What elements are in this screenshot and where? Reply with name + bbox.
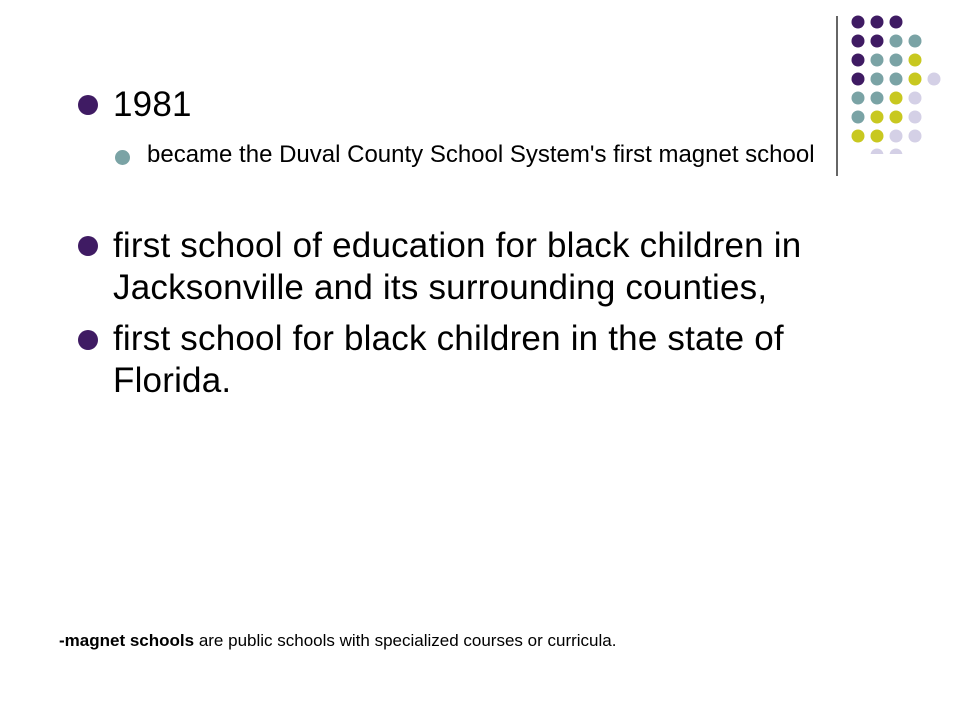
decor-dot: [871, 54, 884, 67]
decor-dot: [871, 35, 884, 48]
decor-dot: [890, 73, 903, 86]
decor-dot: [852, 73, 865, 86]
decor-dot: [909, 130, 922, 143]
decor-dot: [871, 16, 884, 29]
decor-dot: [871, 92, 884, 105]
footnote-term: -magnet schools: [59, 631, 195, 650]
decor-dot: [890, 54, 903, 67]
decor-dot: [909, 35, 922, 48]
decor-dot: [871, 111, 884, 124]
decor-dot: [890, 130, 903, 143]
sub-bullet-text: became the Duval County School System's first magnet school: [147, 141, 815, 168]
decor-dot: [871, 130, 884, 143]
bullet-first-school-florida: first school for black children in the state of Florida.: [113, 319, 784, 400]
bullet-marker: [78, 330, 98, 350]
bullet-first-school-jacksonville: first school of education for black children in Jacksonville and its surrounding counties,: [113, 226, 802, 307]
decor-dot: [890, 35, 903, 48]
decor-dot: [852, 16, 865, 29]
decor-dot: [909, 73, 922, 86]
decor-dot: [909, 111, 922, 124]
decor-dot: [852, 35, 865, 48]
decor-dot: [852, 54, 865, 67]
dot-grid-icon: [850, 14, 950, 154]
footnote: [59, 630, 616, 652]
decor-dot: [928, 73, 941, 86]
bullet-marker: [78, 95, 98, 115]
decor-dot: [890, 111, 903, 124]
decor-dot: [852, 92, 865, 105]
decor-dot: [871, 73, 884, 86]
decor-dot: [852, 130, 865, 143]
bullet-year: 1981: [113, 85, 192, 124]
decor-dot: [909, 92, 922, 105]
decor-dot: [890, 16, 903, 29]
decor-dot: [871, 149, 884, 155]
decor-dot: [890, 92, 903, 105]
decor-dot: [909, 54, 922, 67]
footnote-definition: are public schools with specialized courses or curricula.: [194, 631, 617, 650]
bullet-marker: [78, 236, 98, 256]
decor-dot: [890, 149, 903, 155]
decor-dot: [852, 111, 865, 124]
sub-bullet-marker: [115, 150, 130, 165]
